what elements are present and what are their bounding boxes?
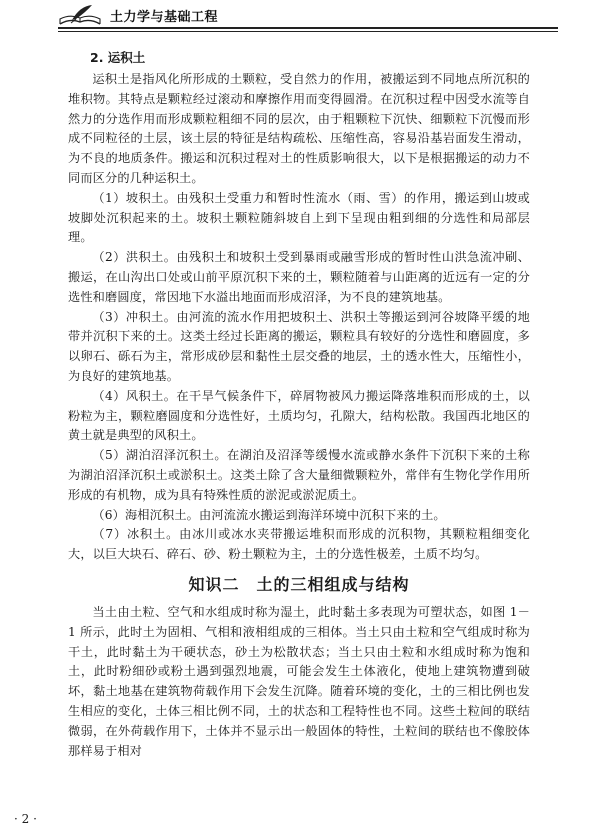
list-item-slope-deposit: （1）坡积土。由残积土受重力和暂时性流水（雨、雪）的作用，搬运到山坡或坡脚处沉积起来的土。坡积土颗粒随斜坡自上到下呈现由粗到细的分选性和局部层理。 — [68, 190, 530, 245]
header-rule-thin — [58, 31, 558, 32]
list-item-lacustrine-deposit: （5）湖泊沼泽沉积土。在湖泊及沼泽等缓慢水流或静水条件下沉积下来的土称为湖泊沼泽沉积土或淤积土。这类土除了含大量细微颗粒外，常伴有生物化学作用所形成的有机物，成为具有特殊性质的淤泥或淤泥质土。 — [68, 448, 530, 502]
page-header — [58, 2, 558, 28]
book-quill-icon — [58, 4, 102, 26]
section-heading: 2. 运积土 — [90, 50, 146, 65]
chapter-heading: 知识二 土的三相组成与结构 — [188, 574, 410, 594]
header-rule — [58, 27, 558, 29]
list-item-aeolian-deposit: （4）风积土。在干旱气候条件下，碎屑物被风力搬运降落堆积而形成的土，以粉粒为主，颗粒磨圆度和分选性好，土质均匀，孔隙大，结构松散。我国西北地区的黄土就是典型的风积土。 — [68, 388, 530, 443]
section-intro-paragraph: 运积土是指风化所形成的土颗粒，受自然力的作用，被搬运到不同地点所沉积的堆积物。其特点是颗粒经过滚动和摩擦作用而变得圆滑。在沉积过程中因受水流等自然力的分选作用而形成颗粒粗细不同的层次，由于粗颗粒下沉快、细颗粒下沉慢而形成不同粒径的土层，该土层的特征是结构疏松、压缩性高，容易沿基岩面发生滑动，为不良的地质条件。搬运和沉积过程对土的性质影响很大，以下是根据搬运的动力不同而区分的几种运积土。 — [68, 72, 530, 185]
list-item-alluvial-deposit: （3）冲积土。由河流的流水作用把坡积土、洪积土等搬运到河谷坡降平缓的地带并沉积下来的土。这类土经过长距离的搬运，颗粒具有较好的分选性和磨圆度，多以卵石、砾石为主，常形成砂层和黏性土层交叠的地层，土的透水性大，压缩性小，为良好的建筑地基。 — [68, 309, 530, 383]
page-body — [68, 50, 530, 761]
list-item-marine-deposit: （6）海相沉积土。由河流流水搬运到海洋环境中沉积下来的土。 — [92, 507, 446, 522]
list-item-proluvial-deposit: （2）洪积土。由残积土和坡积土受到暴雨或融雪形成的暂时性山洪急流冲刷、搬运，在山沟出口处或山前平原沉积下来的土，颗粒随着与山距离的近远有一定的分选性和磨圆度，常因地下水溢出地面而形成沼泽，为不良的建筑地基。 — [68, 250, 530, 304]
list-item-glacial-deposit: （7）冰积土。由冰川或冰水夹带搬运堆积而形成的沉积物，其颗粒粗细变化大，以巨大块石、碎石、砂、粉土颗粒为主，土的分选性极差，土质不均匀。 — [68, 527, 530, 562]
chapter-body-paragraph: 当土由土粒、空气和水组成时称为湿土，此时黏土多表现为可塑状态，如图 1－1 所示，此时土为固相、气相和液相组成的三相体。当土只由土粒和空气组成时称为干土，此时黏土为干硬状态，砂土为松散状态；当土只由土粒和水组成时称为饱和土，此时粉细砂或粉土遇到强烈地震，可能会发生土体液化，使地上建筑物遭到破坏，黏土地基在建筑物荷载作用下会发生沉降。随着环境的变化，土的三相比例也发生相应的变化，土体三相比例不同，土的状态和工程特性也不同。这些土粒间的联结微弱，在外荷载作用下，土体并不显示出一般固体的特性，土粒间的联结也不像胶体那样易于相对 — [68, 604, 530, 758]
page-number: · 2 · — [14, 812, 37, 826]
book-title: 土力学与基础工程 — [110, 10, 219, 25]
